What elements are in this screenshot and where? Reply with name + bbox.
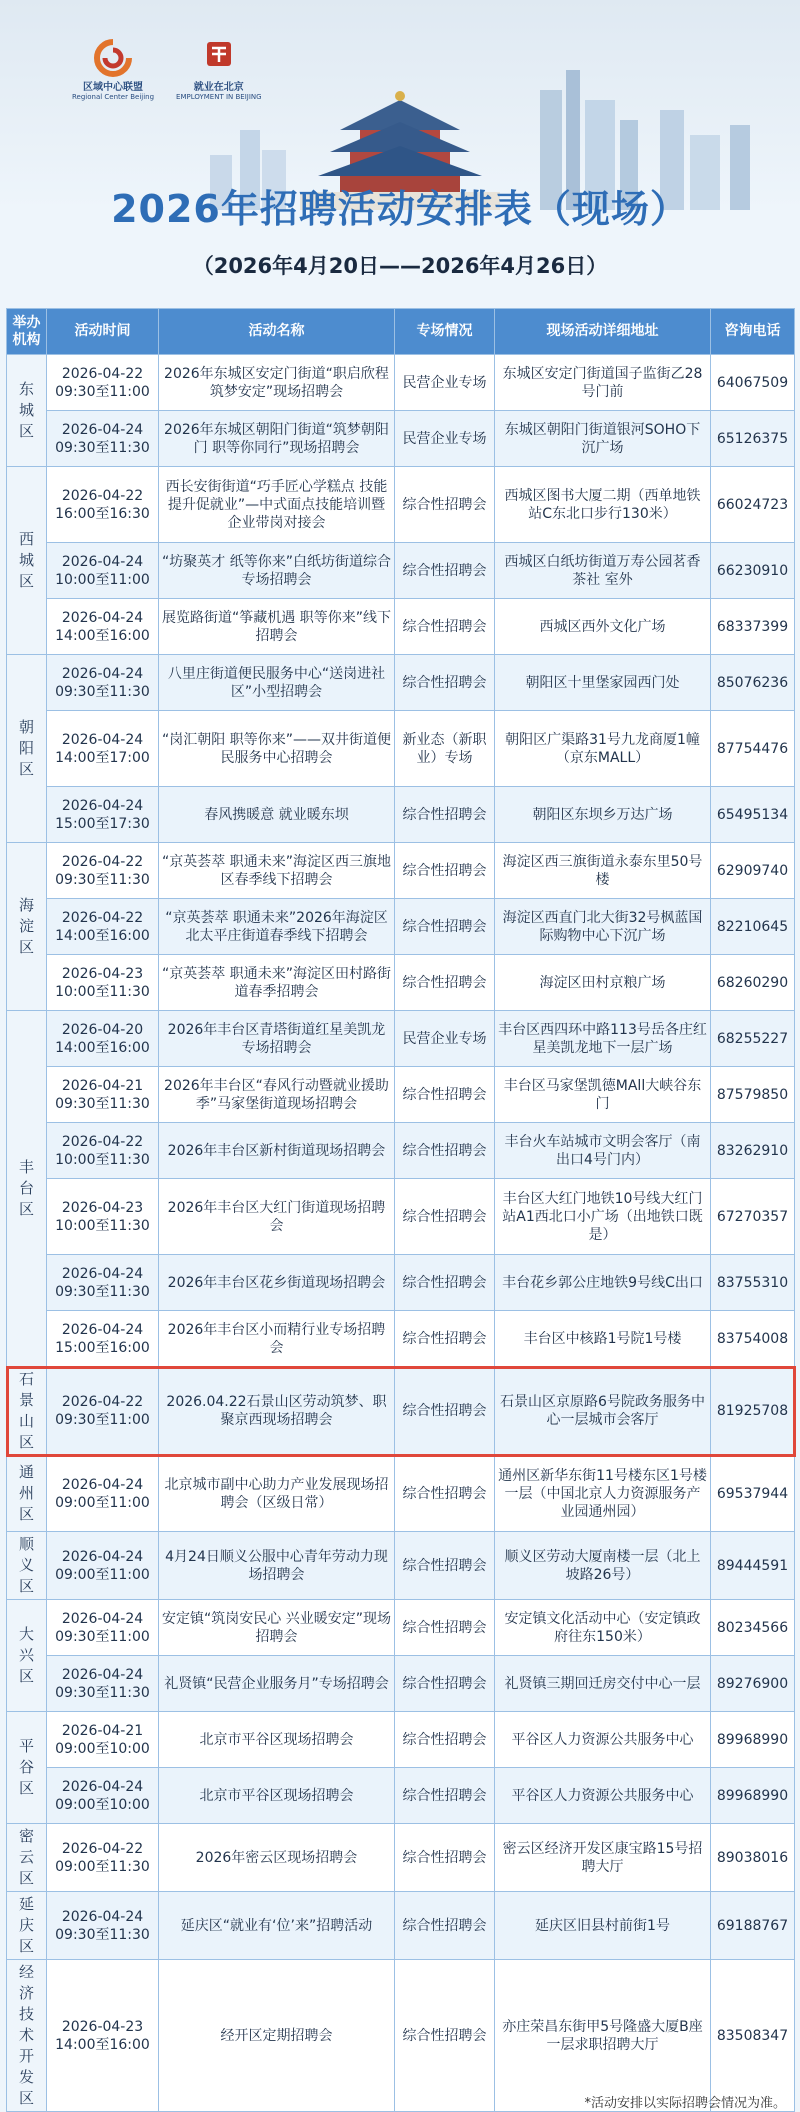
- column-header-name: 活动名称: [159, 309, 395, 355]
- address-cell: 朝阳区十里堡家园西门处: [495, 655, 711, 711]
- org-cell: 朝 阳 区: [7, 655, 47, 843]
- org-cell: 西 城 区: [7, 467, 47, 655]
- name-cell: 2026年密云区现场招聘会: [159, 1824, 395, 1892]
- time-cell: 2026-04-23 10:00至11:30: [47, 955, 159, 1011]
- time-cell: 2026-04-24 09:00至10:00: [47, 1768, 159, 1824]
- table-body: [7, 355, 795, 2112]
- name-cell: “京英荟萃 职通未来”2026年海淀区北太平庄街道春季线下招聘会: [159, 899, 395, 955]
- name-cell: 2026年东城区朝阳门街道“筑梦朝阳门 职等你同行”现场招聘会: [159, 411, 395, 467]
- table-row: [7, 655, 795, 711]
- time-cell: 2026-04-24 10:00至11:00: [47, 543, 159, 599]
- phone-cell: 85076236: [711, 655, 795, 711]
- time-cell: 2026-04-24 09:30至11:30: [47, 1255, 159, 1311]
- address-cell: 海淀区田村京粮广场: [495, 955, 711, 1011]
- org-cell: 通 州 区: [7, 1456, 47, 1532]
- org-cell: 顺 义 区: [7, 1532, 47, 1600]
- time-cell: 2026-04-22 14:00至16:00: [47, 899, 159, 955]
- table-row: [7, 599, 795, 655]
- address-cell: 安定镇文化活动中心（安定镇政府往东150米）: [495, 1600, 711, 1656]
- type-cell: 综合性招聘会: [395, 655, 495, 711]
- address-cell: 朝阳区东坝乡万达广场: [495, 787, 711, 843]
- phone-cell: 89444591: [711, 1532, 795, 1600]
- address-cell: 石景山区京原路6号院政务服务中心一层城市会客厅: [495, 1367, 711, 1456]
- type-cell: 综合性招聘会: [395, 1255, 495, 1311]
- time-cell: 2026-04-24 09:00至11:00: [47, 1532, 159, 1600]
- address-cell: 平谷区人力资源公共服务中心: [495, 1712, 711, 1768]
- address-cell: 东城区安定门街道国子监街乙28号门前: [495, 355, 711, 411]
- phone-cell: 67270357: [711, 1179, 795, 1255]
- type-cell: 综合性招聘会: [395, 1824, 495, 1892]
- time-cell: 2026-04-24 15:00至17:30: [47, 787, 159, 843]
- name-cell: “京英荟萃 职通未来”海淀区田村路街道春季招聘会: [159, 955, 395, 1011]
- org-cell: 大 兴 区: [7, 1600, 47, 1712]
- phone-cell: 69188767: [711, 1892, 795, 1960]
- logos: [72, 38, 262, 101]
- header-banner: [0, 0, 800, 300]
- time-cell: 2026-04-23 10:00至11:30: [47, 1179, 159, 1255]
- footer-note: *活动安排以实际招聘会情况为准。: [584, 2096, 786, 2111]
- type-cell: 综合性招聘会: [395, 1712, 495, 1768]
- table-row: [7, 467, 795, 543]
- name-cell: “京英荟萃 职通未来”海淀区西三旗地区春季线下招聘会: [159, 843, 395, 899]
- time-cell: 2026-04-24 09:30至11:00: [47, 1600, 159, 1656]
- table-row: [7, 955, 795, 1011]
- name-cell: 2026年丰台区新村街道现场招聘会: [159, 1123, 395, 1179]
- column-header-type: 专场情况: [395, 309, 495, 355]
- name-cell: 安定镇“筑岗安民心 兴业暖安定”现场招聘会: [159, 1600, 395, 1656]
- type-cell: 民营企业专场: [395, 355, 495, 411]
- phone-cell: 87754476: [711, 711, 795, 787]
- address-cell: 礼贤镇三期回迁房交付中心一层: [495, 1656, 711, 1712]
- table-row: [7, 543, 795, 599]
- time-cell: 2026-04-24 14:00至16:00: [47, 599, 159, 655]
- table-row: [7, 1011, 795, 1067]
- table-row: [7, 899, 795, 955]
- phone-cell: 68337399: [711, 599, 795, 655]
- phone-cell: 66230910: [711, 543, 795, 599]
- type-cell: 综合性招聘会: [395, 1123, 495, 1179]
- address-cell: 延庆区旧县村前街1号: [495, 1892, 711, 1960]
- logo1-sub: Regional Center Beijing: [72, 93, 155, 101]
- address-cell: 西城区图书大厦二期（西单地铁站C东北口步行130米）: [495, 467, 711, 543]
- address-cell: 海淀区西直门北大街32号枫蓝国际购物中心下沉广场: [495, 899, 711, 955]
- phone-cell: 64067509: [711, 355, 795, 411]
- type-cell: 综合性招聘会: [395, 1179, 495, 1255]
- time-cell: 2026-04-24 09:30至11:30: [47, 1656, 159, 1712]
- type-cell: 综合性招聘会: [395, 1456, 495, 1532]
- phone-cell: 87579850: [711, 1067, 795, 1123]
- name-cell: 2026.04.22石景山区劳动筑梦、职聚京西现场招聘会: [159, 1367, 395, 1456]
- type-cell: 综合性招聘会: [395, 1311, 495, 1367]
- org-cell: 平 谷 区: [7, 1712, 47, 1824]
- name-cell: 春风携暖意 就业暖东坝: [159, 787, 395, 843]
- phone-cell: 83508347: [711, 1960, 795, 2112]
- address-cell: 亦庄荣昌东街甲5号隆盛大厦B座一层求职招聘大厅: [495, 1960, 711, 2112]
- phone-cell: 62909740: [711, 843, 795, 899]
- type-cell: 综合性招聘会: [395, 599, 495, 655]
- name-cell: 礼贤镇“民营企业服务月”专场招聘会: [159, 1656, 395, 1712]
- table-row: [7, 1255, 795, 1311]
- logo2-name: 就业在北京: [193, 82, 244, 93]
- table-row: [7, 1824, 795, 1892]
- address-cell: 西城区白纸坊街道万寿公园茗香茶社 室外: [495, 543, 711, 599]
- table-row: [7, 787, 795, 843]
- time-cell: 2026-04-22 09:30至11:00: [47, 1367, 159, 1456]
- page-title: 2026年招聘活动安排表（现场）: [111, 187, 689, 231]
- type-cell: 综合性招聘会: [395, 467, 495, 543]
- name-cell: 4月24日顺义公服中心青年劳动力现场招聘会: [159, 1532, 395, 1600]
- org-cell: 经 济 技 术 开 发 区: [7, 1960, 47, 2112]
- logo2-sub: EMPLOYMENT IN BEIJING: [176, 93, 262, 101]
- type-cell: 民营企业专场: [395, 411, 495, 467]
- type-cell: 综合性招聘会: [395, 787, 495, 843]
- phone-cell: 83262910: [711, 1123, 795, 1179]
- org-cell: 丰 台 区: [7, 1011, 47, 1367]
- name-cell: 北京城市副中心助力产业发展现场招聘会（区级日常）: [159, 1456, 395, 1532]
- table-row: [7, 1456, 795, 1532]
- date-range-subtitle: （2026年4月20日——2026年4月26日）: [192, 254, 608, 278]
- table-row: [7, 411, 795, 467]
- table-row: [7, 355, 795, 411]
- name-cell: 延庆区“就业有‘位’来”招聘活动: [159, 1892, 395, 1960]
- type-cell: 综合性招聘会: [395, 1367, 495, 1456]
- name-cell: 2026年丰台区小而精行业专场招聘会: [159, 1311, 395, 1367]
- table-row: [7, 1532, 795, 1600]
- time-cell: 2026-04-24 09:00至11:00: [47, 1456, 159, 1532]
- type-cell: 综合性招聘会: [395, 1532, 495, 1600]
- address-cell: 东城区朝阳门街道银河SOHO下沉广场: [495, 411, 711, 467]
- name-cell: “坊聚英才 纸等你来”白纸坊街道综合专场招聘会: [159, 543, 395, 599]
- address-cell: 密云区经济开发区康宝路15号招聘大厅: [495, 1824, 711, 1892]
- type-cell: 综合性招聘会: [395, 1960, 495, 2112]
- column-header-org: 举办机构: [7, 309, 47, 355]
- name-cell: 2026年丰台区“春风行动暨就业援助季”马家堡街道现场招聘会: [159, 1067, 395, 1123]
- table-row: [7, 1600, 795, 1656]
- phone-cell: 80234566: [711, 1600, 795, 1656]
- type-cell: 综合性招聘会: [395, 543, 495, 599]
- address-cell: 丰台区中核路1号院1号楼: [495, 1311, 711, 1367]
- address-cell: 丰台区大红门地铁10号线大红门站A1西北口小广场（出地铁口既是）: [495, 1179, 711, 1255]
- time-cell: 2026-04-24 14:00至17:00: [47, 711, 159, 787]
- table-row: [7, 1656, 795, 1712]
- address-cell: 海淀区西三旗街道永泰东里50号楼: [495, 843, 711, 899]
- address-cell: 丰台区马家堡凯德MAll大峡谷东门: [495, 1067, 711, 1123]
- type-cell: 综合性招聘会: [395, 1600, 495, 1656]
- table-row: [7, 1123, 795, 1179]
- address-cell: 丰台花乡郭公庄地铁9号线C出口: [495, 1255, 711, 1311]
- name-cell: 2026年丰台区大红门街道现场招聘会: [159, 1179, 395, 1255]
- name-cell: 2026年东城区安定门街道“职启欣程 筑梦安定”现场招聘会: [159, 355, 395, 411]
- name-cell: 八里庄街道便民服务中心“送岗进社区”小型招聘会: [159, 655, 395, 711]
- name-cell: “岗汇朝阳 职等你来”——双井街道便民服务中心招聘会: [159, 711, 395, 787]
- type-cell: 综合性招聘会: [395, 955, 495, 1011]
- phone-cell: 66024723: [711, 467, 795, 543]
- table-row: [7, 1960, 795, 2112]
- phone-cell: 81925708: [711, 1367, 795, 1456]
- table-row: [7, 1892, 795, 1960]
- logo-employment-beijing: [176, 38, 262, 101]
- phone-cell: 82210645: [711, 899, 795, 955]
- type-cell: 综合性招聘会: [395, 1656, 495, 1712]
- address-cell: 丰台火车站城市文明会客厅（南出口4号门内）: [495, 1123, 711, 1179]
- time-cell: 2026-04-22 09:00至11:30: [47, 1824, 159, 1892]
- type-cell: 新业态（新职业）专场: [395, 711, 495, 787]
- phone-cell: 89276900: [711, 1656, 795, 1712]
- org-cell: 石 景 山 区: [7, 1367, 47, 1456]
- column-header-time: 活动时间: [47, 309, 159, 355]
- name-cell: 2026年丰台区花乡街道现场招聘会: [159, 1255, 395, 1311]
- time-cell: 2026-04-24 09:30至11:30: [47, 1892, 159, 1960]
- type-cell: 综合性招聘会: [395, 843, 495, 899]
- org-cell: 延 庆 区: [7, 1892, 47, 1960]
- table-row: [7, 711, 795, 787]
- time-cell: 2026-04-21 09:30至11:30: [47, 1067, 159, 1123]
- address-cell: 通州区新华东街11号楼东区1号楼一层（中国北京人力资源服务产业园通州园）: [495, 1456, 711, 1532]
- phone-cell: 68255227: [711, 1011, 795, 1067]
- address-cell: 顺义区劳动大厦南楼一层（北上坡路26号）: [495, 1532, 711, 1600]
- name-cell: 北京市平谷区现场招聘会: [159, 1712, 395, 1768]
- time-cell: 2026-04-22 09:30至11:00: [47, 355, 159, 411]
- table-row: [7, 843, 795, 899]
- table-row: [7, 1311, 795, 1367]
- name-cell: 2026年丰台区青塔街道红星美凯龙专场招聘会: [159, 1011, 395, 1067]
- regional-center-logo-icon: [90, 38, 136, 78]
- address-cell: 丰台区西四环中路113号岳各庄红星美凯龙地下一层广场: [495, 1011, 711, 1067]
- phone-cell: 83755310: [711, 1255, 795, 1311]
- time-cell: 2026-04-22 16:00至16:30: [47, 467, 159, 543]
- phone-cell: 65126375: [711, 411, 795, 467]
- time-cell: 2026-04-24 15:00至16:00: [47, 1311, 159, 1367]
- table-row: [7, 1367, 795, 1456]
- org-cell: 海 淀 区: [7, 843, 47, 1011]
- name-cell: 西长安街街道“巧手匠心学糕点 技能提升促就业”—中式面点技能培训暨企业带岗对接会: [159, 467, 395, 543]
- table-row: [7, 1712, 795, 1768]
- name-cell: 经开区定期招聘会: [159, 1960, 395, 2112]
- address-cell: 平谷区人力资源公共服务中心: [495, 1768, 711, 1824]
- table-row: [7, 1768, 795, 1824]
- employment-beijing-logo-icon: [196, 38, 242, 78]
- schedule-table: [6, 308, 795, 2112]
- org-cell: 密 云 区: [7, 1824, 47, 1892]
- phone-cell: 69537944: [711, 1456, 795, 1532]
- type-cell: 综合性招聘会: [395, 1067, 495, 1123]
- time-cell: 2026-04-22 10:00至11:30: [47, 1123, 159, 1179]
- time-cell: 2026-04-24 09:30至11:30: [47, 655, 159, 711]
- time-cell: 2026-04-24 09:30至11:30: [47, 411, 159, 467]
- column-header-phone: 咨询电话: [711, 309, 795, 355]
- time-cell: 2026-04-21 09:00至10:00: [47, 1712, 159, 1768]
- logo1-name: 区域中心联盟: [83, 82, 144, 93]
- name-cell: 展览路街道“筝藏机遇 职等你来”线下招聘会: [159, 599, 395, 655]
- column-header-address: 现场活动详细地址: [495, 309, 711, 355]
- address-cell: 朝阳区广渠路31号九龙商厦1幢（京东MALL）: [495, 711, 711, 787]
- type-cell: 综合性招聘会: [395, 899, 495, 955]
- phone-cell: 68260290: [711, 955, 795, 1011]
- phone-cell: 89968990: [711, 1768, 795, 1824]
- phone-cell: 89038016: [711, 1824, 795, 1892]
- phone-cell: 89968990: [711, 1712, 795, 1768]
- logo-regional-center: [72, 38, 154, 101]
- phone-cell: 83754008: [711, 1311, 795, 1367]
- type-cell: 综合性招聘会: [395, 1768, 495, 1824]
- schedule-table-wrapper: [6, 308, 794, 2112]
- address-cell: 西城区西外文化广场: [495, 599, 711, 655]
- type-cell: 综合性招聘会: [395, 1892, 495, 1960]
- phone-cell: 65495134: [711, 787, 795, 843]
- org-cell: 东 城 区: [7, 355, 47, 467]
- table-row: [7, 1179, 795, 1255]
- type-cell: 民营企业专场: [395, 1011, 495, 1067]
- time-cell: 2026-04-20 14:00至16:00: [47, 1011, 159, 1067]
- time-cell: 2026-04-23 14:00至16:00: [47, 1960, 159, 2112]
- time-cell: 2026-04-22 09:30至11:30: [47, 843, 159, 899]
- table-header-row: [7, 309, 795, 355]
- table-row: [7, 1067, 795, 1123]
- name-cell: 北京市平谷区现场招聘会: [159, 1768, 395, 1824]
